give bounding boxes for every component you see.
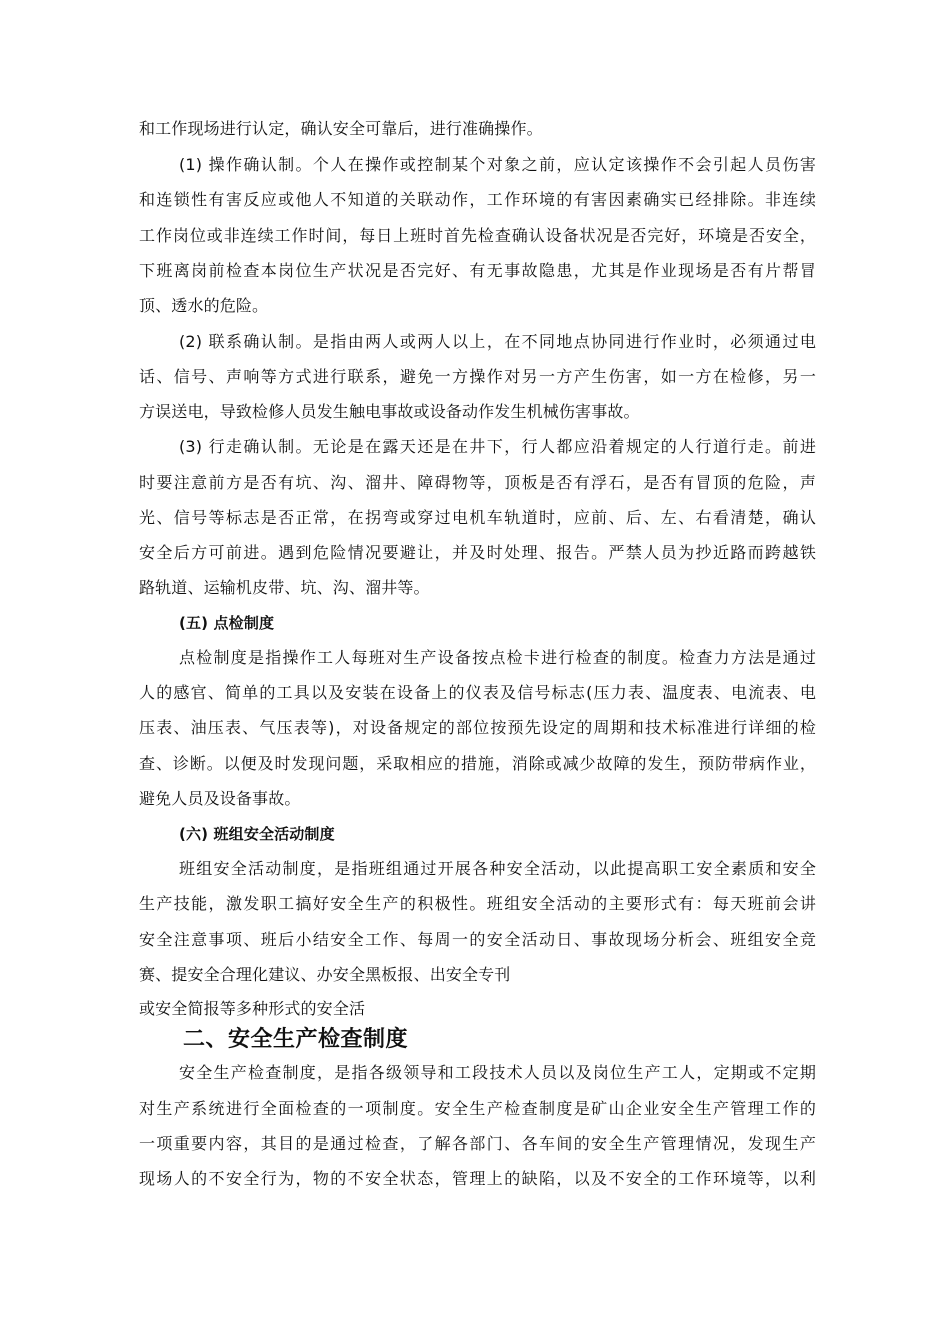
paragraph-line: 一项重要内容，其目的是通过检查，了解各部门、各车间的安全生产管理情况，发现生产 — [139, 1134, 816, 1153]
paragraph-line: 现场人的不安全行为，物的不安全状态，管理上的缺陷，以及不安全的工作环境等，以利 — [139, 1169, 816, 1188]
paragraph-line: 安全生产检查制度，是指各级领导和工段技术人员以及岗位生产工人，定期或不定期 — [179, 1063, 816, 1082]
paragraph-line: 和工作现场进行认定，确认安全可靠后，进行准确操作。 — [139, 119, 543, 138]
chapter-heading: 二、安全生产检查制度 — [183, 1027, 409, 1052]
paragraph-line: 话、信号、声响等方式进行联系，避免一方操作对另一方产生伤害，如一方在检修，另一 — [139, 367, 816, 386]
paragraph-line: 查、诊断。以便及时发现问题，采取相应的措施，消除或减少故障的发生，预防带病作业， — [139, 754, 816, 773]
paragraph-line: 或安全简报等多种形式的安全活 — [139, 999, 366, 1018]
paragraph-line: 生产技能，激发职工搞好安全生产的积极性。班组安全活动的主要形式有：每天班前会讲 — [139, 894, 816, 913]
paragraph-line: 安全注意事项、班后小结安全工作、每周一的安全活动日、事故现场分析会、班组安全竞 — [139, 930, 816, 949]
paragraph-line: 赛、提安全合理化建议、办安全黑板报、出安全专刊 — [139, 965, 511, 984]
paragraph-line: 下班离岗前检查本岗位生产状况是否完好、有无事故隐患，尤其是作业现场是否有片帮冒 — [139, 261, 816, 280]
paragraph-line: 点检制度是指操作工人每班对生产设备按点检卡进行检查的制度。检查力方法是通过 — [179, 648, 816, 667]
paragraph-line: (1) 操作确认制。个人在操作或控制某个对象之前，应认定该操作不会引起人员伤害 — [179, 155, 816, 174]
paragraph-line: 避免人员及设备事故。 — [139, 789, 301, 808]
paragraph-line: 工作岗位或非连续工作时间，每日上班时首先检查确认设备状况是否完好，环境是否安全， — [139, 226, 816, 245]
paragraph-line: 时要注意前方是否有坑、沟、溜井、障碍物等，顶板是否有浮石，是否有冒顶的危险，声 — [139, 473, 816, 492]
paragraph-line: 光、信号等标志是否正常，在拐弯或穿过电机车轨道时，应前、后、左、右看清楚，确认 — [139, 508, 816, 527]
paragraph-line: 方误送电，导致检修人员发生触电事故或设备动作发生机械伤害事故。 — [139, 402, 640, 421]
paragraph-line: 安全后方可前进。遇到危险情况要避让，并及时处理、报告。严禁人员为抄近路而跨越铁 — [139, 543, 816, 562]
paragraph-line: 和连锁性有害反应或他人不知道的关联动作，工作环境的有害因素确实已经排除。非连续 — [139, 190, 816, 209]
paragraph-line: (2) 联系确认制。是指由两人或两人以上，在不同地点协同进行作业时，必须通过电 — [179, 332, 816, 351]
section-heading: (六) 班组安全活动制度 — [179, 825, 335, 843]
paragraph-line: 路轨道、运输机皮带、坑、沟、溜井等。 — [139, 578, 430, 597]
paragraph-line: 顶、透水的危险。 — [139, 296, 269, 315]
paragraph-line: 对生产系统进行全面检查的一项制度。安全生产检查制度是矿山企业安全生产管理工作的 — [139, 1099, 816, 1118]
section-heading: (五) 点检制度 — [179, 614, 275, 632]
paragraph-line: 班组安全活动制度，是指班组通过开展各种安全活动，以此提高职工安全素质和安全 — [179, 859, 816, 878]
paragraph-line: 人的感官、简单的工具以及安装在设备上的仪表及信号标志(压力表、温度表、电流表、电 — [139, 683, 816, 702]
paragraph-line: (3) 行走确认制。无论是在露天还是在井下，行人都应沿着规定的人行道行走。前进 — [179, 437, 816, 456]
paragraph-line: 压表、油压表、气压表等)，对设备规定的部位按预先设定的周期和技术标准进行详细的检 — [139, 718, 816, 737]
